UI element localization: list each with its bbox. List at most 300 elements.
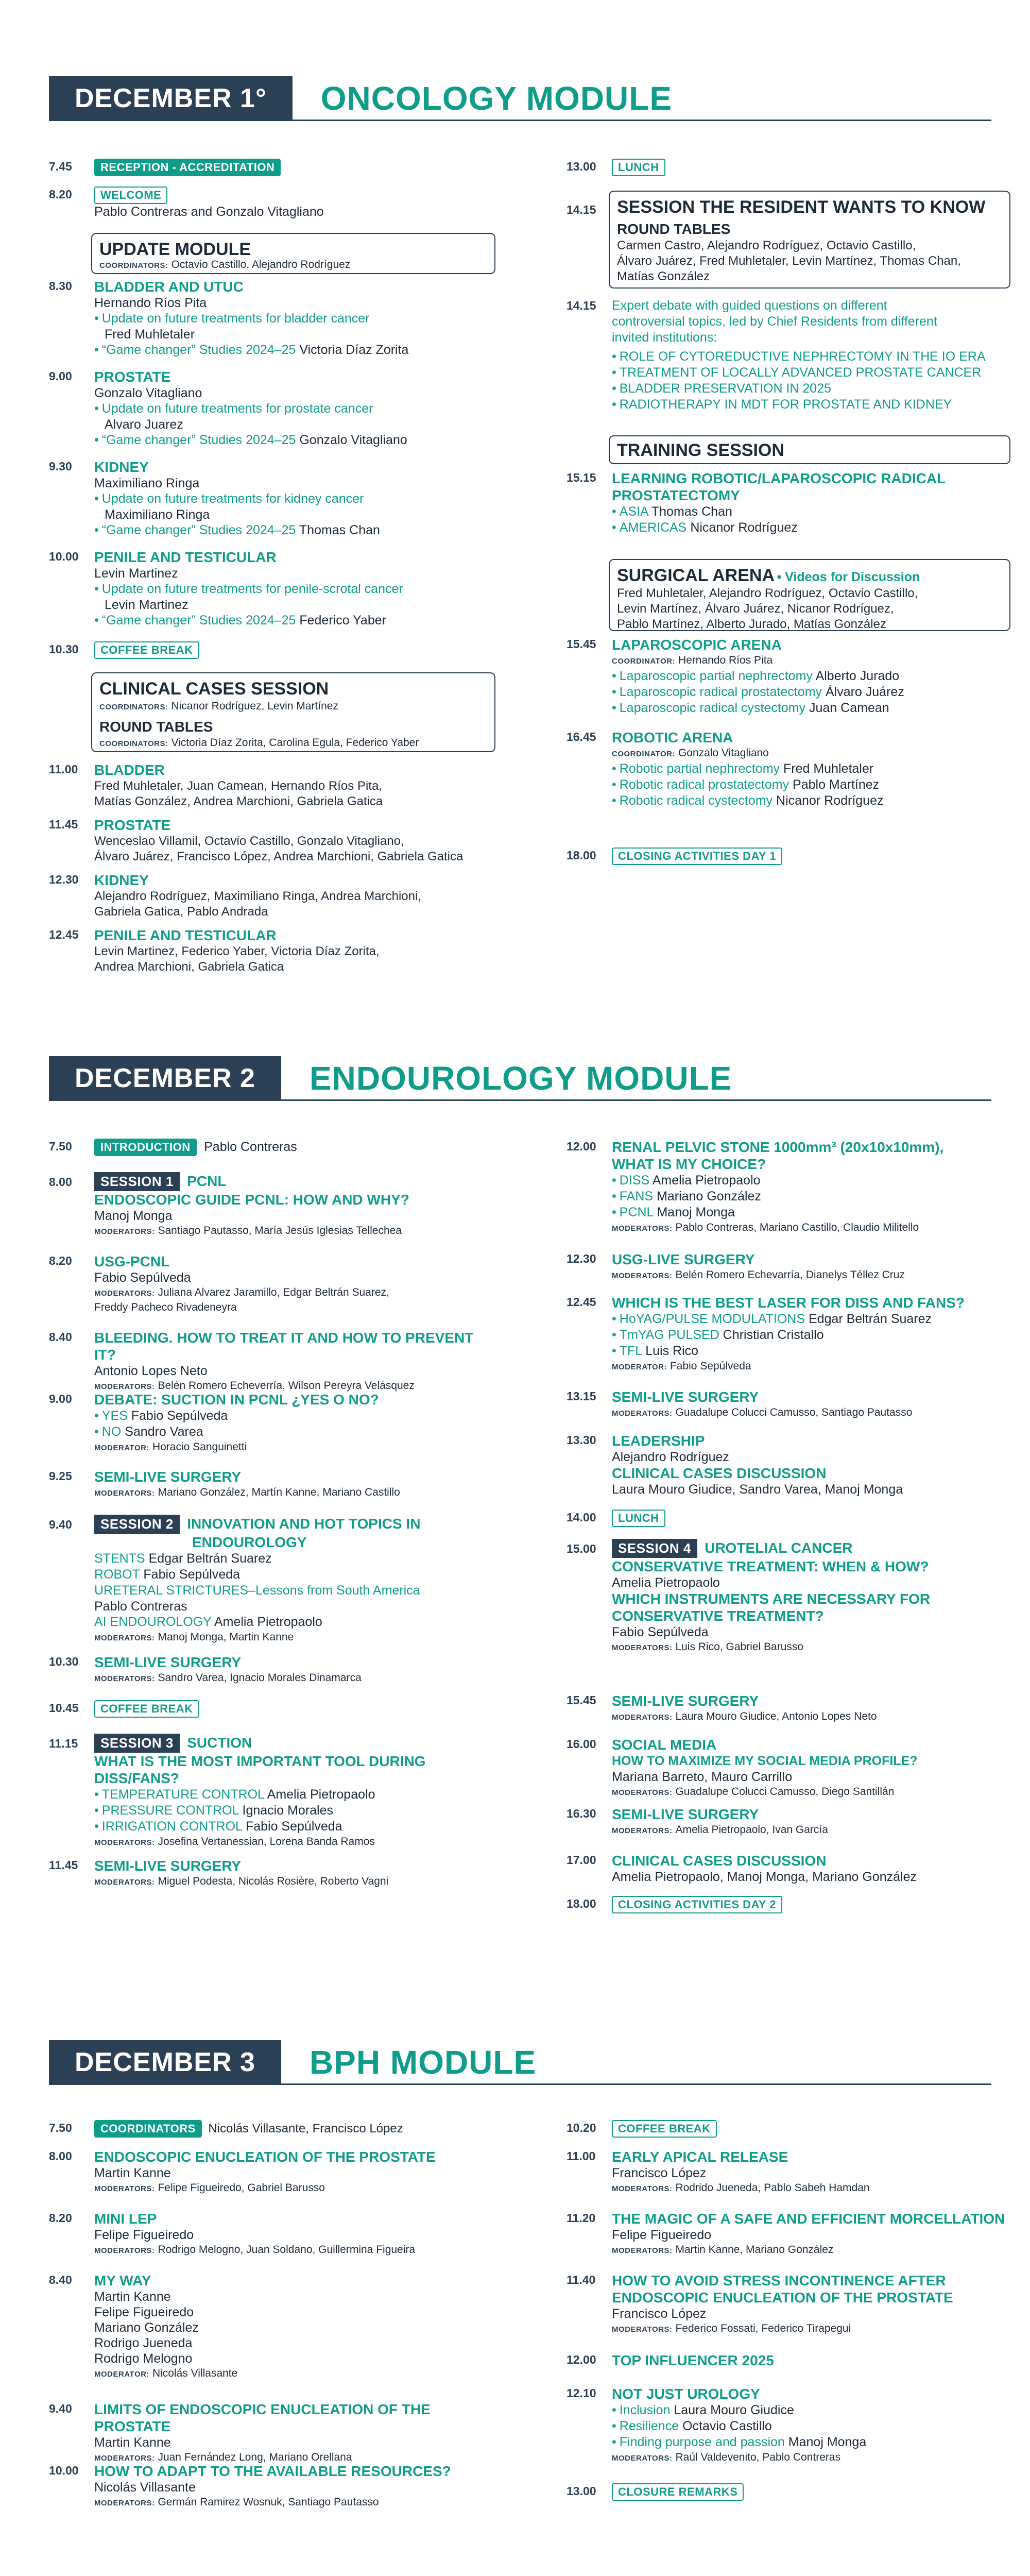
session-title: ENDOUROLOGY <box>192 1534 307 1550</box>
session-title: PROSTATE <box>94 817 171 833</box>
talk-title: BLEEDING. HOW TO TREAT IT AND HOW TO PREVENT IT? <box>94 1330 474 1363</box>
moderators: Federico Fossati, Federico Tirapegui <box>675 2323 851 2334</box>
talk-title: WHICH IS THE BEST LASER FOR DISS AND FANS? <box>612 1295 965 1311</box>
speaker: Alejandro Rodríguez <box>612 1450 729 1464</box>
time: 10.00 <box>49 2464 79 2477</box>
closure-tag: CLOSURE REMARKS <box>612 2483 744 2501</box>
coordinators: Nicolás Villasante, Francisco López <box>208 2122 403 2136</box>
time: 10.20 <box>566 2121 596 2134</box>
coordinator: Gonzalo Vitagliano <box>678 747 769 759</box>
speakers: Mariana Barreto, Mauro Carrillo <box>612 1770 793 1784</box>
speakers: Amelia Pietropaolo, Manoj Monga, Mariano González <box>612 1870 917 1884</box>
speaker: Laura Mouro Giudice <box>674 2403 794 2417</box>
topic: Laparoscopic radical cystectomy <box>619 701 806 715</box>
time: 9.25 <box>49 1469 72 1483</box>
speaker: Felipe Figueiredo <box>612 2228 712 2242</box>
topic: Finding purpose and passion <box>619 2435 785 2449</box>
label: MODERATORS: <box>612 1409 673 1418</box>
day3-module-title: BPH MODULE <box>309 2044 537 2081</box>
label: COORDINATORS: <box>99 739 168 748</box>
moderators: Belén Romero Echevarría, Dianelys Téllez Cruz <box>675 1269 905 1281</box>
topic: Inclusion <box>619 2403 671 2417</box>
label: MODERATORS: <box>94 1838 155 1847</box>
speakers: Fred Muhletaler, Juan Camean, Hernando Ríos Pita, <box>94 779 382 793</box>
time: 12.30 <box>49 873 79 886</box>
speaker: Manoj Monga <box>657 1205 735 1219</box>
coffee-break-tag: COFFEE BREAK <box>94 641 199 659</box>
time: 18.00 <box>566 849 596 862</box>
label: MODERATORS: <box>94 2454 155 2463</box>
training-session-title: TRAINING SESSION <box>617 440 784 460</box>
talk-title: SEMI-LIVE SURGERY <box>612 1806 759 1822</box>
time: 13.00 <box>566 160 596 173</box>
talk-title: CONSERVATIVE TREATMENT: WHEN & HOW? <box>612 1558 929 1574</box>
session-title: ROBOTIC ARENA <box>612 730 733 745</box>
day3-divider <box>49 2083 991 2085</box>
label: MODERATORS: <box>612 1643 673 1652</box>
moderators: Raúl Valdevenito, Pablo Contreras <box>675 2451 841 2463</box>
moderators: Martin Kanne, Mariano González <box>675 2244 834 2256</box>
session-title: UROTELIAL CANCER <box>705 1540 853 1556</box>
speakers: Carmen Castro, Alejandro Rodríguez, Octavio Castillo, <box>617 239 916 252</box>
topic: AMERICAS <box>619 520 687 535</box>
label: MODERATOR: <box>612 1363 667 1371</box>
topic: TmYAG PULSED <box>619 1328 719 1342</box>
speaker: Maximiliano Ringa <box>105 507 210 522</box>
topic: Update on future treatments for bladder cancer <box>101 311 370 326</box>
moderators: Sandro Varea, Ignacio Morales Dinamarca <box>158 1672 362 1684</box>
label: MODERATORS: <box>612 1224 673 1233</box>
talk-title: WHAT IS MY CHOICE? <box>612 1156 766 1172</box>
topic: AI ENDOUROLOGY <box>94 1615 212 1629</box>
time: 18.00 <box>566 1897 596 1910</box>
topic: Robotic radical cystectomy <box>619 793 773 808</box>
moderators: Rodrido Jueneda, Pablo Sabeh Hamdan <box>675 2182 870 2194</box>
label: MODERATOR: <box>94 1444 149 1452</box>
time: 10.30 <box>49 642 79 656</box>
topic: “Game changer” Studies 2024–25 <box>101 523 296 537</box>
time: 11.45 <box>49 1858 78 1872</box>
speaker: Fred Muhletaler <box>105 327 195 342</box>
session-title: PROSTATE <box>94 369 171 385</box>
speaker: Amelia Pietropaolo <box>267 1787 375 1802</box>
speaker: Gonzalo Vitagliano <box>94 386 202 400</box>
label: MODERATORS: <box>612 1272 673 1280</box>
label: MODERATORS: <box>94 2184 155 2193</box>
clinical-cases-box <box>91 672 495 752</box>
talk-title: LIMITS OF ENDOSCOPIC ENUCLEATION OF THE PROSTATE <box>94 2401 431 2434</box>
moderators: Rodrigo Melogno, Juan Soldano, Guillermina Figueira <box>158 2244 416 2256</box>
day3-header <box>49 2040 536 2084</box>
topic: Robotic radical prostatectomy <box>619 777 789 792</box>
speaker: Mariano González <box>94 2320 199 2335</box>
moderators: Laura Mouro Giudice, Antonio Lopes Neto <box>675 1710 877 1722</box>
speaker: Pablo Martínez <box>793 777 880 792</box>
speakers: Álvaro Juárez, Fred Muhletaler, Levin Martínez, Thomas Chan, <box>617 254 961 268</box>
time: 16.30 <box>566 1807 596 1820</box>
label: MODERATORS: <box>94 1489 155 1498</box>
speaker: Manoj Monga <box>788 2435 867 2449</box>
label: MODERATORS: <box>612 2246 673 2255</box>
talk-title: DEBATE: SUCTION IN PCNL ¿YES O NO? <box>94 1392 379 1408</box>
speaker: Amelia Pietropaolo <box>214 1615 322 1629</box>
speaker: Hernando Ríos Pita <box>94 296 207 310</box>
speaker: Fabio Sepúlveda <box>131 1409 228 1423</box>
speakers: Wenceslao Villamil, Octavio Castillo, Gonzalo Vitagliano, <box>94 834 404 848</box>
time: 10.30 <box>49 1655 79 1668</box>
time: 9.40 <box>49 1518 72 1531</box>
label: MODERATORS: <box>94 1674 155 1683</box>
topic: Laparoscopic radical prostatectomy <box>619 685 822 699</box>
speakers: Álvaro Juárez, Francisco López, Andrea Marchioni, Gabriela Gatica <box>94 850 464 863</box>
topic: ROBOT <box>94 1567 140 1582</box>
moderators: Mariano González, Martín Kanne, Mariano Castillo <box>158 1486 400 1498</box>
clinical-cases-title: CLINICAL CASES SESSION <box>99 679 329 699</box>
speaker: Juan Camean <box>809 701 889 715</box>
talk-title: RENAL PELVIC STONE 1000mm³ (20x10x10mm), <box>612 1139 944 1155</box>
session-title: LEARNING ROBOTIC/LAPAROSCOPIC RADICAL <box>612 470 946 486</box>
speaker: Rodrigo Jueneda <box>94 2336 193 2350</box>
moderators: Felipe Figueiredo, Gabriel Barusso <box>158 2182 325 2194</box>
time: 8.40 <box>49 2273 72 2286</box>
time: 10.45 <box>49 1701 79 1715</box>
surgical-arena-subtitle: Videos for Discussion <box>785 570 920 584</box>
talk-title: ENDOSCOPIC ENUCLEATION OF THE PROSTATE <box>94 2149 436 2165</box>
speaker: Álvaro Juárez <box>825 685 904 699</box>
topic: YES <box>101 1409 128 1423</box>
speaker: Manoj Monga <box>94 1209 173 1223</box>
time: 15.00 <box>566 1542 596 1555</box>
speaker: Felipe Figueiredo <box>94 2228 194 2242</box>
coordinator: Hernando Ríos Pita <box>678 654 773 666</box>
session-title: PENILE AND TESTICULAR <box>94 927 277 943</box>
talk-title: USG-LIVE SURGERY <box>612 1251 755 1267</box>
speakers: Matías González, Andrea Marchioni, Gabriela Gatica <box>94 794 383 808</box>
speaker: Luis Rico <box>645 1344 699 1358</box>
speaker: Martin Kanne <box>94 2290 171 2304</box>
day3-left-column <box>49 2120 492 2573</box>
label: COORDINATOR: <box>612 657 675 666</box>
label: MODERATORS: <box>94 1634 155 1642</box>
moderators: Guadalupe Colucci Camusso, Diego Santillán <box>675 1786 895 1798</box>
time: 13.30 <box>566 1433 596 1447</box>
speaker: Octavio Castillo <box>682 2419 772 2433</box>
coordinators: Victoria Díaz Zorita, Carolina Egula, Federico Yaber <box>171 737 419 749</box>
talk-title: NOT JUST UROLOGY <box>612 2386 760 2402</box>
speaker: Nicolás Villasante <box>94 2480 196 2495</box>
speaker: Victoria Díaz Zorita <box>299 343 409 357</box>
topic: Update on future treatments for penile-scrotal cancer <box>101 582 403 596</box>
speakers: Andrea Marchioni, Gabriela Gatica <box>94 960 284 974</box>
moderators: Manoj Monga, Martin Kanne <box>158 1631 294 1643</box>
session-title: KIDNEY <box>94 459 149 475</box>
day1-header <box>49 76 672 121</box>
welcome-names: Pablo Contreras and Gonzalo Vitagliano <box>94 205 324 219</box>
label: MODERATORS: <box>612 2325 673 2334</box>
talk-title: SEMI-LIVE SURGERY <box>612 1693 759 1709</box>
day2-left-column: 7.50 INTRODUCTION Pablo Contreras 8.00 SESSION 1 PCNL ENDOSCOPIC GUIDE PCNL: HOW AND WHY? Manoj Monga MODERATORS: Santiago Pautasso, María Jesús Iglesias Tellechea 8.20 USG-PCNL Fabio Sepúlveda MODERATORS: Juliana Alvarez Jaramillo, Edgar Beltrán Suarez, Freddy Pacheco Rivadeneyra 8.40 BLEEDING. HOW TO TREAT IT AND HOW TO PREVENT IT? Antonio Lopes Neto MODERATORS: Belén Romero Echeverría, Wilson Pereyra Velásquez 9.00 DEBATE: SUCTION IN PCNL ¿YES O NO? • YES Fabio Sepúlveda • NO Sandro Varea MODERATOR: Horacio Sanguinetti 9.25 SEMI-LIVE SURGERY MODERATORS: Mariano González, Martín Kanne, Mariano Castillo 9.40 SESSION 2 INNOVATION AND HOT TOPICS IN ENDOUROLOGY STENTS Edgar Beltrán Suarez ROBOT Fabio Sepúlveda URETERAL STRICTURES–Lessons from South America Pablo Contreras AI ENDOUROLOGY Amelia Pietropaolo MODERATORS: Manoj Monga, Martin Kanne 10.30 SEMI-LIVE SURGERY MODERATORS: Sandro Varea, Ignacio Morales Dinamarca 10.45 COFFEE BREAK 11.15 SESSION 3 SUCTION WHAT IS THE MOST IMPORTANT TOOL DURING DISS/FANS? • TEMPERATURE CONTROL Amelia Pietropaolo • PRESSURE CONTROL Ignacio Morales • IRRIGATION CONTROL Fabio Sepúlveda MODERATORS: Josefina Vertanessian, Lorena Banda Ramos 11.45 SEMI-LIVE SURGERY MODERATORS: Miguel Podesta, Nicolás Rosière, Roberto Vagni <box>49 1139 492 1963</box>
moderators: Amelia Pietropaolo, Ivan García <box>675 1824 828 1836</box>
update-module-title: UPDATE MODULE <box>99 240 251 259</box>
speaker: Martin Kanne <box>94 2166 171 2180</box>
time: 17.00 <box>566 1853 596 1867</box>
label: MODERATORS: <box>94 1227 155 1236</box>
round-tables-title: ROUND TABLES <box>99 719 213 735</box>
time: 13.00 <box>566 2484 596 2498</box>
moderators: Josefina Vertanessian, Lorena Banda Ramos <box>158 1836 375 1848</box>
time: 16.45 <box>566 730 596 743</box>
label: MODERATORS: <box>612 1713 673 1722</box>
speaker: Sandro Varea <box>125 1425 203 1439</box>
description: controversial topics, led by Chief Residents from different <box>612 314 937 329</box>
topic: RADIOTHERAPY IN MDT FOR PROSTATE AND KIDNEY <box>619 397 952 412</box>
topic: BLADDER PRESERVATION IN 2025 <box>619 381 832 396</box>
day2-section <box>0 1056 1030 2009</box>
speaker: Antonio Lopes Neto <box>94 1364 208 1378</box>
talk-title: USG-PCNL <box>94 1253 170 1269</box>
talk-title: SEMI-LIVE SURGERY <box>612 1389 759 1405</box>
moderators: Santiago Pautasso, María Jesús Iglesias Tellechea <box>158 1225 402 1236</box>
moderators: Juliana Alvarez Jaramillo, Edgar Beltrán Suarez, <box>158 1286 389 1298</box>
day2-divider <box>49 1099 991 1101</box>
moderators: Luis Rico, Gabriel Barusso <box>675 1641 804 1653</box>
speaker: Nicanor Rodríguez <box>690 520 798 535</box>
speaker: Francisco López <box>612 2166 707 2180</box>
surgical-arena-box: SURGICAL ARENA • Videos for Discussion Fred Muhletaler, Alejandro Rodríguez, Octavio Castillo, Levin Martínez, Álvaro Juárez, Nicanor Rodríguez, Pablo Martínez, Alberto Jurado, Matías González <box>609 559 1010 631</box>
speaker: Alberto Jurado <box>815 669 900 683</box>
session-title: LAPAROSCOPIC ARENA <box>612 637 782 653</box>
talk-title: MY WAY <box>94 2273 151 2289</box>
talk-title: SOCIAL MEDIA <box>612 1737 717 1753</box>
speaker: Thomas Chan <box>651 504 732 519</box>
time: 15.45 <box>566 1693 596 1707</box>
time: 11.15 <box>49 1737 78 1750</box>
talk-title: CONSERVATIVE TREATMENT? <box>612 1608 824 1624</box>
topic: Robotic partial nephrectomy <box>619 761 780 776</box>
time: 9.30 <box>49 460 72 473</box>
label: MODERATORS: <box>94 1878 155 1887</box>
time: 12.00 <box>566 2353 596 2366</box>
time: 9.40 <box>49 2402 72 2415</box>
speakers: Fred Muhletaler, Alejandro Rodríguez, Octavio Castillo, <box>617 586 918 600</box>
lunch-tag: LUNCH <box>612 1510 665 1527</box>
time: 14.15 <box>566 203 596 216</box>
time: 8.40 <box>49 1330 72 1344</box>
label: MODERATORS: <box>612 2454 673 2463</box>
session-title: PCNL <box>187 1173 227 1189</box>
time: 14.00 <box>566 1511 596 1524</box>
time: 15.45 <box>566 637 596 651</box>
label: COORDINATORS: <box>99 703 168 711</box>
moderators: Pablo Contreras, Mariano Castillo, Claudio Militello <box>675 1222 919 1233</box>
session-title: INNOVATION AND HOT TOPICS IN <box>187 1516 421 1532</box>
time: 8.20 <box>49 188 72 201</box>
moderators: Juan Fernández Long, Mariano Orellana <box>158 2451 352 2463</box>
resident-session-title: SESSION THE RESIDENT WANTS TO KNOW <box>617 197 986 217</box>
welcome-tag: WELCOME <box>94 187 167 204</box>
label: COORDINATOR: <box>612 750 675 758</box>
label: MODERATORS: <box>94 1289 155 1298</box>
speaker: Mariano González <box>657 1189 761 1204</box>
talk-title: ENDOSCOPIC GUIDE PCNL: HOW AND WHY? <box>94 1192 409 1208</box>
time: 9.00 <box>49 369 72 383</box>
moderators: Freddy Pacheco Rivadeneyra <box>94 1301 237 1313</box>
day1-module-title: ONCOLOGY MODULE <box>320 80 673 117</box>
time: 11.40 <box>566 2273 596 2286</box>
speakers: Pablo Martínez, Alberto Jurado, Matías González <box>617 617 886 631</box>
speaker: Rodrigo Melogno <box>94 2351 193 2366</box>
speaker: Thomas Chan <box>299 523 380 537</box>
lunch-tag: LUNCH <box>612 159 665 176</box>
training-session-box <box>609 435 1010 464</box>
topic: “Game changer” Studies 2024–25 <box>101 613 296 628</box>
speaker: Maximiliano Ringa <box>94 476 200 490</box>
time: 12.45 <box>49 928 79 941</box>
topic: “Game changer” Studies 2024–25 <box>101 343 296 357</box>
time: 12.10 <box>566 2386 596 2400</box>
day3-right-column: 10.20 COFFEE BREAK 11.00 EARLY APICAL RELEASE Francisco López MODERATORS: Rodrido Jueneda, Pablo Sabeh Hamdan 11.20 THE MAGIC OF A SAFE AND EFFICIENT MORCELLATION Felipe Figueiredo MODERATORS: Martin Kanne, Mariano González 11.40 HOW TO AVOID STRESS INCONTINENCE AFTER ENDOSCOPIC ENUCLEATION OF THE PROSTATE Francisco López MODERATORS: Federico Fossati, Federico Tirapegui 12.00 TOP INFLUENCER 2025 12.10 NOT JUST UROLOGY • Inclusion Laura Mouro Giudice • Resilience Octavio Castillo • Finding purpose and passion Manoj Monga MODERATORS: Raúl Valdevenito, Pablo Contreras 13.00 CLOSURE REMARKS <box>566 2120 1009 2573</box>
topic: TFL <box>619 1344 642 1358</box>
topic: TREATMENT OF LOCALLY ADVANCED PROSTATE CANCER <box>619 365 982 380</box>
speaker: Gonzalo Vitagliano <box>299 433 407 447</box>
talk-title: CLINICAL CASES DISCUSSION <box>612 1853 827 1869</box>
time: 11.45 <box>49 818 78 831</box>
time: 9.00 <box>49 1392 72 1405</box>
speaker: Felipe Figueiredo <box>94 2305 194 2319</box>
talk-title: SEMI-LIVE SURGERY <box>94 1858 242 1874</box>
speaker: Amelia Pietropaolo <box>612 1575 720 1590</box>
coffee-break-tag: COFFEE BREAK <box>94 1700 199 1718</box>
time: 12.30 <box>566 1252 596 1265</box>
speakers: Levin Martinez, Federico Yaber, Victoria Díaz Zorita, <box>94 944 380 958</box>
moderators: Guadalupe Colucci Camusso, Santiago Pautasso <box>675 1406 913 1418</box>
time: 15.15 <box>566 471 596 484</box>
topic: Update on future treatments for prostate cancer <box>101 401 373 416</box>
introduction-tag: INTRODUCTION <box>94 1139 197 1156</box>
coffee-break-tag: COFFEE BREAK <box>612 2120 717 2138</box>
topic: STENTS <box>94 1551 145 1566</box>
topic: HoYAG/PULSE MODULATIONS <box>619 1312 805 1326</box>
topic: Update on future treatments for kidney cancer <box>101 492 364 506</box>
speaker: Fabio Sepúlveda <box>245 1819 342 1834</box>
topic: URETERAL STRICTURES–Lessons from South America <box>94 1583 420 1598</box>
label: MODERATORS: <box>94 1382 155 1391</box>
time: 8.20 <box>49 1254 72 1267</box>
moderators: Germán Ramirez Wosnuk, Santiago Pautasso <box>158 2496 379 2508</box>
topic: DISS <box>619 1173 650 1188</box>
topic: PCNL <box>619 1205 654 1219</box>
talk-title: WHAT IS THE MOST IMPORTANT TOOL DURING <box>94 1753 426 1769</box>
session-title: BLADDER <box>94 762 165 778</box>
topic: Resilience <box>619 2419 679 2433</box>
topic: FANS <box>619 1189 654 1204</box>
topic: Laparoscopic partial nephrectomy <box>619 669 813 683</box>
time: 7.50 <box>49 1140 72 1153</box>
talk-subtitle: HOW TO MAXIMIZE MY SOCIAL MEDIA PROFILE? <box>612 1754 918 1768</box>
speaker: Ignacio Morales <box>242 1803 333 1818</box>
description: invited institutions: <box>612 330 717 345</box>
time: 7.45 <box>49 160 72 173</box>
talk-title: HOW TO AVOID STRESS INCONTINENCE AFTER <box>612 2273 946 2289</box>
speaker: Nicanor Rodríguez <box>776 793 884 808</box>
speakers: Laura Mouro Giudice, Sandro Varea, Manoj Monga <box>612 1482 903 1497</box>
time: 8.00 <box>49 2149 72 2163</box>
talk-title: THE MAGIC OF A SAFE AND EFFICIENT MORCELLATION <box>612 2211 1005 2227</box>
speaker: Amelia Pietropaolo <box>652 1173 761 1188</box>
moderator: Nicolás Villasante <box>152 2367 238 2379</box>
label: MODERATOR: <box>94 2370 149 2379</box>
time: 7.50 <box>49 2121 72 2134</box>
speaker: Francisco López <box>612 2307 707 2321</box>
topic: PRESSURE CONTROL <box>101 1803 239 1818</box>
day1-divider <box>49 120 991 121</box>
speaker: Fabio Sepúlveda <box>94 1270 191 1285</box>
speaker: Fabio Sepúlveda <box>143 1567 241 1582</box>
day1-right-column: 13.00 LUNCH 14.15 SESSION THE RESIDENT WANTS TO KNOW ROUND TABLES Carmen Castro, Alejandro Rodríguez, Octavio Castillo, Álvaro Juárez, Fred Muhletaler, Levin Martínez, Thomas Chan, Matías González 14.15 Expert debate with guided questions on different controversial topics, led by Chief Residents from different invited institutions: • ROLE OF CYTOREDUCTIVE NEPHRECTOMY IN THE IO ERA • TREATMENT OF LOCALLY ADVANCED PROSTATE CANCER • BLADDER PRESERVATION IN 2025 • RADIOTHERAPY IN MDT FOR PROSTATE AND KIDNEY TRAINING SESSION 15.15 LEARNING ROBOTIC/LAPAROSCOPIC RADICAL PROSTATECTOMY • ASIA Thomas Chan • AMERICAS Nicanor Rodríguez SURGICAL ARENA • Videos for Discussion Fred Muhletaler, Alejandro Rodríguez, Octavio Castillo, Levin Martínez, Álvaro Juárez, Nicanor Rodríguez, Pablo Martínez, Alberto Jurado, Matías González 15.45 LAPAROSCOPIC ARENA COORDINATOR: Hernando Ríos Pita • Laparoscopic partial nephrectomy Alberto Jurado • Laparoscopic radical prostatectomy Álvaro Juárez • Laparoscopic radical cystectomy Juan Camean 16.45 ROBOTIC ARENA COORDINATOR: Gonzalo Vitagliano • Robotic partial nephrectomy Fred Muhletaler • Robotic radical prostatectomy Pablo Martínez • Robotic radical cystectomy Nicanor Rodríguez 18.00 CLOSING ACTIVITIES DAY 1 <box>566 155 1009 876</box>
session-badge: SESSION 3 <box>94 1734 180 1753</box>
day1-section <box>0 0 1030 1025</box>
day3-section <box>0 2040 1030 2576</box>
speaker: Pablo Contreras <box>204 1140 297 1154</box>
speaker: Fabio Sepúlveda <box>612 1625 709 1639</box>
label: MODERATORS: <box>94 2499 155 2507</box>
session-title: KIDNEY <box>94 872 149 888</box>
day2-right-column: 12.00 RENAL PELVIC STONE 1000mm³ (20x10x10mm), WHAT IS MY CHOICE? • DISS Amelia Pietropaolo • FANS Mariano González • PCNL Manoj Monga MODERATORS: Pablo Contreras, Mariano Castillo, Claudio Militello 12.30 USG-LIVE SURGERY MODERATORS: Belén Romero Echevarría, Dianelys Téllez Cruz 12.45 WHICH IS THE BEST LASER FOR DISS AND FANS? • HoYAG/PULSE MODULATIONS Edgar Beltrán Suarez • TmYAG PULSED Christian Cristallo • TFL Luis Rico MODERATOR: Fabio Sepúlveda 13.15 SEMI-LIVE SURGERY MODERATORS: Guadalupe Colucci Camusso, Santiago Pautasso 13.30 LEADERSHIP Alejandro Rodríguez CLINICAL CASES DISCUSSION Laura Mouro Giudice, Sandro Varea, Manoj Monga 14.00 LUNCH 15.00 SESSION 4 UROTELIAL CANCER CONSERVATIVE TREATMENT: WHEN & HOW? Amelia Pietropaolo WHICH INSTRUMENTS ARE NECESSARY FOR CONSERVATIVE TREATMENT? Fabio Sepúlveda MODERATORS: Luis Rico, Gabriel Barusso 15.45 SEMI-LIVE SURGERY MODERATORS: Laura Mouro Giudice, Antonio Lopes Neto 16.00 SOCIAL MEDIA HOW TO MAXIMIZE MY SOCIAL MEDIA PROFILE? Mariana Barreto, Mauro Carrillo MODERATORS: Guadalupe Colucci Camusso, Diego Santillán 16.30 SEMI-LIVE SURGERY MODERATORS: Amelia Pietropaolo, Ivan García 17.00 CLINICAL CASES DISCUSSION Amelia Pietropaolo, Manoj Monga, Mariano González 18.00 CLOSING ACTIVITIES DAY 2 <box>566 1139 1009 1963</box>
time: 14.15 <box>566 299 596 312</box>
surgical-arena-title: SURGICAL ARENA <box>617 566 775 585</box>
speakers: Matías González <box>617 269 710 283</box>
moderators: Miguel Podesta, Nicolás Rosière, Roberto Vagni <box>158 1875 389 1887</box>
day3-date: DECEMBER 3 <box>49 2040 281 2084</box>
time: 16.00 <box>566 1737 596 1751</box>
topic: TEMPERATURE CONTROL <box>101 1787 265 1802</box>
time: 13.15 <box>566 1389 596 1403</box>
session-badge: SESSION 2 <box>94 1515 180 1534</box>
session-title: PENILE AND TESTICULAR <box>94 549 277 565</box>
speakers: Gabriela Gatica, Pablo Andrada <box>94 905 268 919</box>
speaker: Federico Yaber <box>299 613 386 628</box>
talk-title: SEMI-LIVE SURGERY <box>94 1469 242 1485</box>
time: 11.20 <box>566 2211 596 2225</box>
day2-module-title: ENDOUROLOGY MODULE <box>309 1060 732 1097</box>
talk-title: EARLY APICAL RELEASE <box>612 2149 788 2165</box>
label: MODERATORS: <box>612 1826 673 1835</box>
speaker: Christian Cristallo <box>723 1328 824 1342</box>
day1-left-column: 7.45 RECEPTION - ACCREDITATION 8.20 WELCOME Pablo Contreras and Gonzalo Vitagliano UPDATE MODULE COORDINATORS: Octavio Castillo, Alejandro Rodríguez 8.30 BLADDER AND UTUC Hernando Ríos Pita • Update on future treatments for bladder cancer Fred Muhletaler • “Game changer” Studies 2024–25 Victoria Díaz Zorita 9.00 PROSTATE Gonzalo Vitagliano • Update on future treatments for prostate cancer Alvaro Juarez • “Game changer” Studies 2024–25 Gonzalo Vitagliano 9.30 KIDNEY Maximiliano Ringa • Update on future treatments for kidney cancer Maximiliano Ringa • “Game changer” Studies 2024–25 Thomas Chan 10.00 PENILE AND TESTICULAR Levin Martinez • Update on future treatments for penile-scrotal cancer Levin Martinez • “Game changer” Studies 2024–25 Federico Yaber 10.30 COFFEE BREAK CLINICAL CASES SESSION COORDINATORS: Nicanor Rodríguez, Levin Martínez ROUND TABLES COORDINATORS: Victoria Díaz Zorita, Carolina Egula, Federico Yaber 11.00 BLADDER Fred Muhletaler, Juan Camean, Hernando Ríos Pita, Matías González, Andrea Marchioni, Gabriela Gatica 11.45 PROSTATE Wenceslao Villamil, Octavio Castillo, Gonzalo Vitagliano, Álvaro Juárez, Francisco López, Andrea Marchioni, Gabriela Gatica 12.30 KIDNEY Alejandro Rodríguez, Maximiliano Ringa, Andrea Marchioni, Gabriela Gatica, Pablo Andrada 12.45 PENILE AND TESTICULAR Levin Martinez, Federico Yaber, Victoria Díaz Zorita, Andrea Marchioni, Gabriela Gatica <box>49 155 492 1005</box>
talk-title: HOW TO ADAPT TO THE AVAILABLE RESOURCES? <box>94 2463 451 2479</box>
talk-title: MINI LEP <box>94 2211 157 2227</box>
talk-title: CLINICAL CASES DISCUSSION <box>612 1465 827 1481</box>
time: 11.00 <box>49 762 78 776</box>
speaker: Edgar Beltrán Suarez <box>148 1551 272 1566</box>
topic: NO <box>101 1425 122 1439</box>
closing-tag: CLOSING ACTIVITIES DAY 2 <box>612 1896 782 1913</box>
closing-tag: CLOSING ACTIVITIES DAY 1 <box>612 848 782 865</box>
talk-title: WHICH INSTRUMENTS ARE NECESSARY FOR <box>612 1591 931 1607</box>
talk-title: DISS/FANS? <box>94 1770 179 1786</box>
update-module-box <box>91 233 495 274</box>
talk-title: TOP INFLUENCER 2025 <box>612 2352 774 2368</box>
time: 12.45 <box>566 1295 596 1309</box>
speaker: Levin Martinez <box>105 598 188 612</box>
day2-header <box>49 1056 732 1100</box>
talk-title: ENDOSCOPIC ENUCLEATION OF THE PROSTATE <box>612 2290 953 2306</box>
description: Expert debate with guided questions on different <box>612 298 887 313</box>
topic: IRRIGATION CONTROL <box>101 1819 242 1834</box>
session-badge: SESSION 1 <box>94 1172 180 1191</box>
coordinators-tag: COORDINATORS <box>94 2120 202 2138</box>
time: 8.20 <box>49 2211 72 2225</box>
